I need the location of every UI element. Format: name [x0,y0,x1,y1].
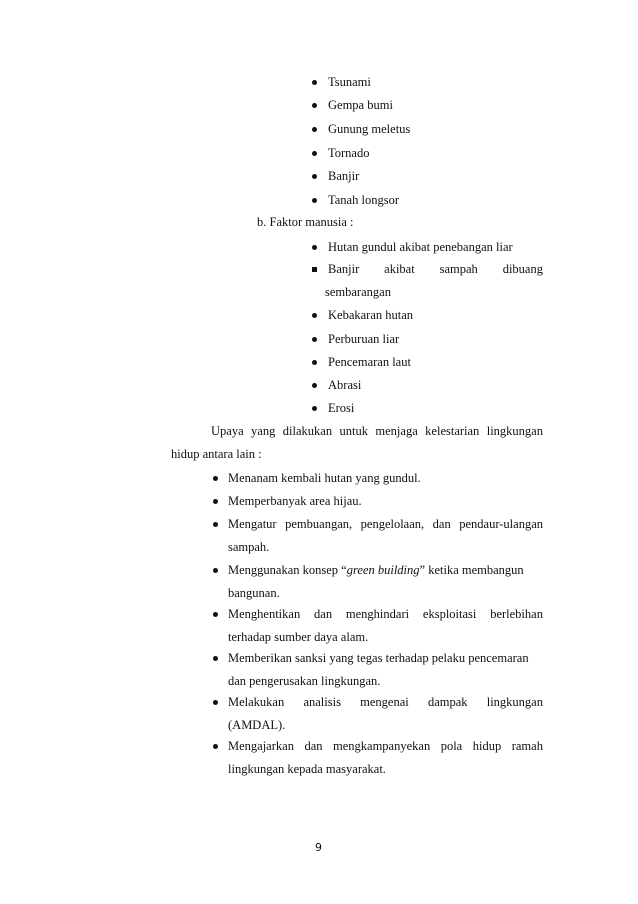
list-item: Tornado [328,146,370,160]
bullet-icon [312,174,317,179]
list-item-continuation: sembarangan [325,285,391,299]
bullet-icon [213,612,218,617]
list-item: Hutan gundul akibat penebangan liar [328,240,513,254]
list-item-continuation: lingkungan kepada masyarakat. [228,762,386,776]
bullet-icon [312,360,317,365]
bullet-icon [312,198,317,203]
bullet-icon [312,383,317,388]
bullet-icon [213,744,218,749]
list-item-continuation: (AMDAL). [228,718,286,732]
bullet-icon [312,406,317,411]
list-item-continuation: terhadap sumber daya alam. [228,630,369,644]
square-bullet-icon [312,267,317,272]
intro-paragraph-line: Upaya yang dilakukan untuk menjaga kelestarian lingkungan [211,424,543,438]
list-item: Kebakaran hutan [328,308,414,322]
list-item: Banjir akibat sampah dibuang [328,262,543,276]
bullet-icon [213,568,218,573]
section-heading: b. Faktor manusia : [257,215,354,229]
bullet-icon [213,476,218,481]
bullet-icon [213,656,218,661]
list-item: Menghentikan dan menghindari eksploitasi berlebihan [228,607,543,621]
list-item: Menanam kembali hutan yang gundul. [228,471,421,485]
list-item-continuation: dan pengerusakan lingkungan. [228,674,381,688]
bullet-icon [312,127,317,132]
bullet-icon [312,313,317,318]
bullet-icon [312,80,317,85]
list-item: Gempa bumi [328,98,393,112]
list-item: Mengajarkan dan mengkampanyekan pola hidup ramah [228,739,543,753]
bullet-icon [213,499,218,504]
bullet-icon [213,522,218,527]
bullet-icon [312,151,317,156]
list-item: Banjir [328,169,360,183]
bullet-icon [312,103,317,108]
intro-paragraph-line: hidup antara lain : [171,447,262,461]
list-item-continuation: bangunan. [228,586,280,600]
list-item: Pencemaran laut [328,355,411,369]
list-item: Erosi [328,401,355,415]
list-item: Tanah longsor [328,193,399,207]
list-item: Menggunakan konsep “green building” ketika membangun [228,563,524,577]
list-item: Mengatur pembuangan, pengelolaan, dan pendaur-ulangan [228,517,543,531]
list-item: Memperbanyak area hijau. [228,494,362,508]
list-item: Gunung meletus [328,122,411,136]
list-item: Memberikan sanksi yang tegas terhadap pelaku pencemaran [228,651,529,665]
bullet-icon [312,337,317,342]
list-item: Melakukan analisis mengenai dampak lingkungan [228,695,543,709]
list-item: Perburuan liar [328,332,400,346]
list-item: Tsunami [328,75,371,89]
bullet-icon [312,245,317,250]
list-item-continuation: sampah. [228,540,270,554]
bullet-icon [213,700,218,705]
page-number: 9 [315,841,322,854]
list-item: Abrasi [328,378,362,392]
